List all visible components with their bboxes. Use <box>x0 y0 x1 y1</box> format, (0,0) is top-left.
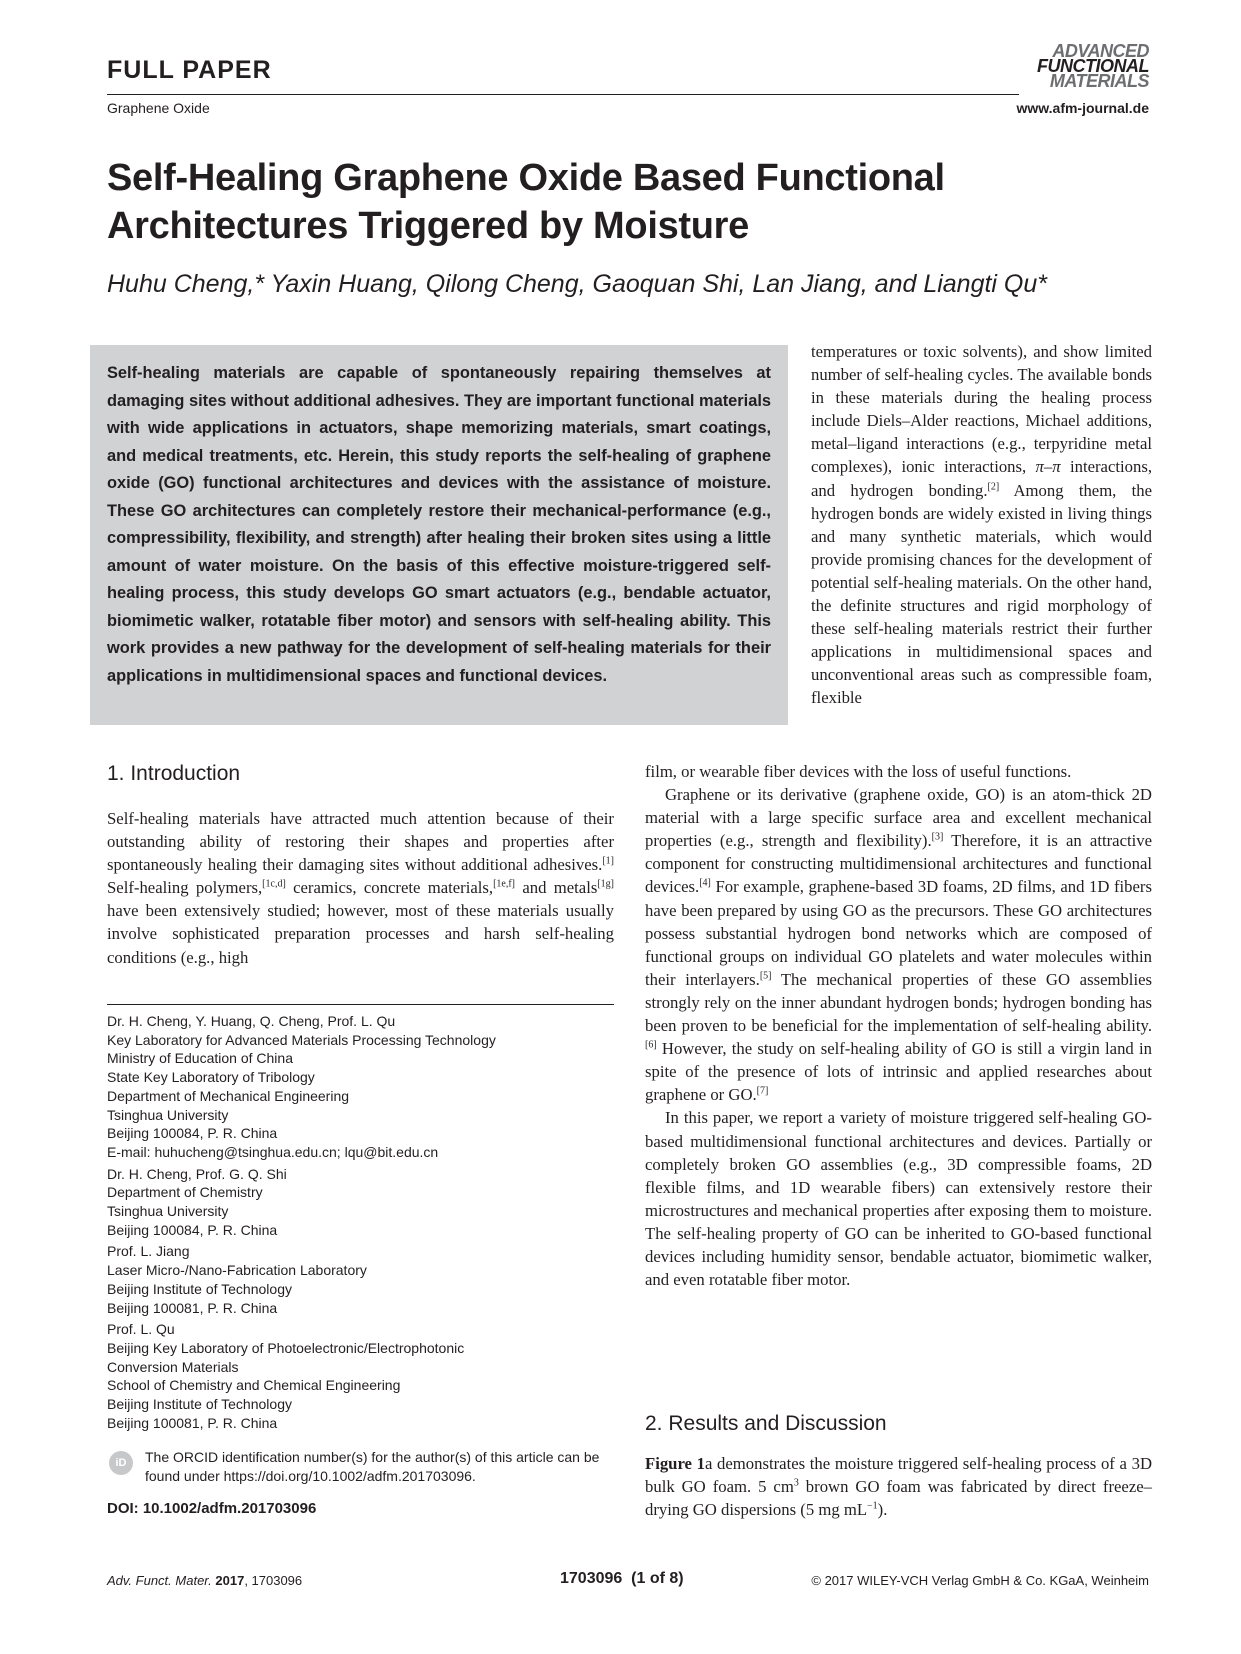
pi-pi-symbol: π–π <box>1035 457 1061 477</box>
affiliation-line: Ministry of Education of China <box>107 1050 293 1067</box>
affiliations <box>107 1012 627 1435</box>
footer-article-number: , 1703096 <box>244 1573 303 1588</box>
topic-label: Graphene Oxide <box>107 100 210 116</box>
journal-logo-line-1: ADVANCED <box>1052 41 1149 61</box>
affiliation-line: Prof. L. Jiang <box>107 1243 190 1260</box>
intro-heading: 1. Introduction <box>107 762 241 785</box>
text-segment: Graphene or its derivative (graphene oxide, GO) is an atom-thick 2D material with a large specific surface area and excellent mechanical properties (e.g., strength and flexibility). <box>645 785 1152 851</box>
footer-year: 2017 <box>215 1573 245 1588</box>
citation[interactable]: [1e,f] <box>493 878 516 890</box>
text-segment: a demonstrates the moisture triggered self-healing process of a 3D bulk GO foam. 5 cm <box>645 1454 1152 1497</box>
affiliation-line: Beijing Key Laboratory of Photoelectronic/Electrophotonic <box>107 1339 465 1356</box>
affiliation-line: Laser Micro-/Nano-Fabrication Laboratory <box>107 1262 367 1279</box>
text-segment: temperatures or toxic solvents), and show limited number of self-healing cycles. The available bonds in these materials during the healing process include Diels–Alder reactions, Michael additions, metal–ligand interactions (e.g., terpyridine metal complexes), ionic interactions, <box>811 342 1152 477</box>
affiliation-block <box>107 1165 627 1240</box>
affiliation-line: Tsinghua University <box>107 1106 229 1123</box>
footer-citation <box>107 1573 302 1588</box>
text-segment: brown GO foam was fabricated by direct freeze–drying GO dispersions (5 mg mL <box>645 1477 1152 1520</box>
citation[interactable]: [3] <box>931 831 944 843</box>
paper-title: Self-Healing Graphene Oxide Based Functional Architectures Triggered by Moisture <box>107 157 945 247</box>
affiliation-line: Beijing 100084, P. R. China <box>107 1221 278 1238</box>
affiliation-line: School of Chemistry and Chemical Engineering <box>107 1377 401 1394</box>
affiliation-line: Prof. L. Qu <box>107 1321 175 1338</box>
copyright: © 2017 WILEY-VCH Verlag GmbH & Co. KGaA, Weinheim <box>811 1573 1149 1588</box>
text-segment: Therefore, it is an attractive component for constructing multidimensional architectures and functional devices. <box>645 831 1152 897</box>
text-segment: and metals <box>515 878 598 898</box>
affiliation-block <box>107 1242 627 1317</box>
journal-url-link[interactable]: www.afm-journal.de <box>1016 100 1149 116</box>
affiliation-line: Beijing 100081, P. R. China <box>107 1414 278 1431</box>
text-segment: Self-healing polymers, <box>107 878 263 898</box>
text-segment: The mechanical properties of these GO assemblies strongly rely on the inner abundant hydrogen bonds; hydrogen bonding has been proven to be beneficial for the implementation of self-healing ability. <box>645 969 1152 1036</box>
figure-reference[interactable]: Figure 1 <box>645 1454 705 1473</box>
text-segment: ceramics, concrete materials, <box>285 878 494 898</box>
right-column <box>645 760 1152 1291</box>
text-segment: However, the study on self-healing ability of GO is still a virgin land in spite of the presence of lots of intrinsic and applied researches about graphene or GO. <box>645 1039 1152 1105</box>
citation[interactable]: [5] <box>759 970 772 982</box>
affiliation-line: Beijing 100081, P. R. China <box>107 1299 278 1316</box>
citation[interactable]: [1c,d] <box>262 878 286 890</box>
intro-continuation <box>811 340 1152 710</box>
section-label: FULL PAPER <box>107 56 272 84</box>
journal-logo <box>1037 41 1149 91</box>
text-segment: interactions, and hydrogen bonding. <box>811 457 1152 500</box>
footer-journal: Adv. Funct. Mater. <box>107 1573 212 1588</box>
results-heading: 2. Results and Discussion <box>645 1412 887 1435</box>
orcid-icon[interactable]: iD <box>109 1451 133 1475</box>
journal-logo-line-2: FUNCTIONAL <box>1037 56 1149 76</box>
affiliation-line: Beijing 100084, P. R. China <box>107 1125 278 1142</box>
email-line[interactable]: E-mail: huhucheng@tsinghua.edu.cn; lqu@bit.edu.cn <box>107 1143 439 1160</box>
superscript: −1 <box>867 1500 878 1512</box>
text-segment: Self-healing materials have attracted much attention because of their outstanding ability of restoring their shapes and properties after spontaneously healing their damaging sites without additional adhesives. <box>107 809 614 875</box>
text-segment: Among them, the hydrogen bonds are widely existed in living things and many synthetic materials, which would provide promising chances for the development of potential self-healing materials. On the other hand, the definite structures and rigid morphology of these self-healing materials restrict their further applications in multidimensional spaces and unconventional areas such as compressible foam, flexible <box>811 480 1152 708</box>
citation[interactable]: [2] <box>987 481 1000 492</box>
affiliation-line: Beijing Institute of Technology <box>107 1280 292 1297</box>
affiliation-line: State Key Laboratory of Tribology <box>107 1069 315 1086</box>
affiliation-line: Dr. H. Cheng, Y. Huang, Q. Cheng, Prof. L. Qu <box>107 1013 396 1029</box>
affiliation-block <box>107 1320 627 1432</box>
intro-paragraph-3: In this paper, we report a variety of moisture triggered self-healing GO-based multidimensional functional architectures and devices. Partially or completely broken GO assemblies (e.g., 3D compressible foams, 2D flexible films, and 1D wearable fibers) can extensively restore their microstructures and mechanical properties after exposing them to moisture. The self-healing property of GO can be inherited to GO-based functional devices including humidity sensor, bendable actuator, biomimetic walker, and even rotatable fiber motor. <box>645 1108 1152 1290</box>
affiliation-line: Conversion Materials <box>107 1358 239 1375</box>
affiliation-line: Tsinghua University <box>107 1203 229 1220</box>
page-number: 1703096 (1 of 8) <box>560 1570 684 1587</box>
citation[interactable]: [6] <box>645 1039 657 1051</box>
superscript: 3 <box>793 1477 799 1489</box>
affiliation-line: Department of Mechanical Engineering <box>107 1087 350 1104</box>
text-segment: ). <box>877 1500 888 1520</box>
abstract-text: Self-healing materials are capable of spontaneously repairing themselves at damaging sites without additional adhesives. They are important functional materials with wide applications in actuators, shape memorizing materials, smart coatings, and medical treatments, etc. Herein, this study reports the self-healing of graphene oxide (GO) functional architectures and devices with the assistance of moisture. These GO architectures can completely restore their mechanical-performance (e.g., compressibility, flexibility, and strength) after healing their broken sites using a little amount of water moisture. On the basis of this effective moisture-triggered self-healing process, this study develops GO smart actuators (e.g., bendable actuator, biomimetic walker, rotatable fiber motor) and sensors with self-healing ability. This work provides a new pathway for the development of self-healing materials for their applications in multidimensional spaces and functional devices. <box>107 364 771 685</box>
journal-logo-line-3: MATERIALS <box>1049 71 1149 91</box>
affiliation-line: Key Laboratory for Advanced Materials Processing Technology <box>107 1031 496 1048</box>
intro-paragraph-1-tail: film, or wearable fiber devices with the loss of useful functions. <box>645 762 1072 781</box>
results-paragraph <box>645 1452 1152 1521</box>
orcid-note[interactable]: The ORCID identification number(s) for the author(s) of this article can be found under https://doi.org/10.1002/adfm.201703096. <box>145 1449 600 1484</box>
text-segment: have been extensively studied; however, most of these materials usually involve sophisticated preparation processes and harsh self-healing conditions (e.g., high <box>107 901 614 967</box>
author-list: Huhu Cheng,* Yaxin Huang, Qilong Cheng, Gaoquan Shi, Lan Jiang, and Liangti Qu* <box>107 270 1048 298</box>
citation[interactable]: [7] <box>756 1085 769 1097</box>
affiliation-line: Dr. H. Cheng, Prof. G. Q. Shi <box>107 1165 287 1182</box>
affiliation-rule <box>107 1004 614 1005</box>
header-rule <box>107 94 1019 95</box>
intro-paragraph-1 <box>107 807 614 969</box>
text-segment: For example, graphene-based 3D foams, 2D films, and 1D fibers have been prepared by using GO as the precursors. These GO architectures possess substantial hydrogen bond networks which are composed of functional groups on individual GO platelets and water molecules within their interlayers. <box>645 877 1152 989</box>
affiliation-line: Beijing Institute of Technology <box>107 1396 292 1413</box>
citation[interactable]: [1] <box>602 855 614 867</box>
citation[interactable]: [1g] <box>597 878 614 890</box>
affiliation-block <box>107 1012 627 1162</box>
citation[interactable]: [4] <box>699 877 711 889</box>
intro-paragraph-2 <box>645 783 1152 1106</box>
affiliation-line: Department of Chemistry <box>107 1184 263 1201</box>
doi-label[interactable]: DOI: 10.1002/adfm.201703096 <box>107 1500 317 1517</box>
